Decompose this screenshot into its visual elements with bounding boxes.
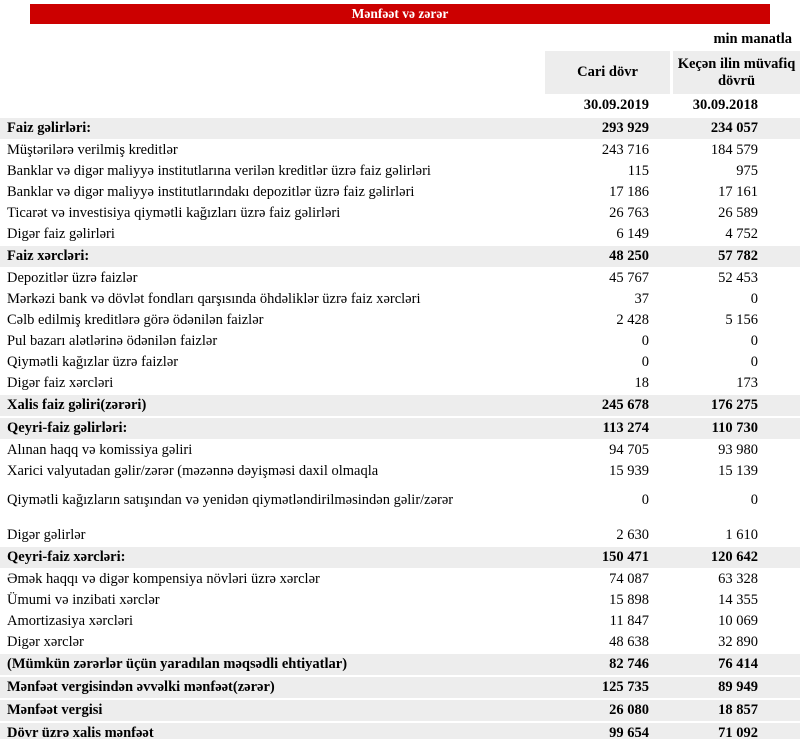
row-label: Müştərilərə verilmiş kreditlər [7,142,178,158]
row-label: Əmək haqqı və digər kompensiya növləri üzrə xərclər [7,571,320,587]
table-row [0,224,800,245]
row-value-previous: 0 [750,291,758,307]
row-value-previous: 120 642 [710,549,758,565]
row-value-current: 2 630 [616,527,649,543]
row-label: Qeyri-faiz gəlirləri: [7,420,128,436]
row-label: Xarici valyutadan gəlir/zərər (məzənnə dəyişməsi daxil olmaqla [7,463,379,479]
statement-title: Mənfəət və zərər [351,6,449,21]
table-row [0,373,800,394]
table-row [0,653,800,676]
row-label: Banklar və digər maliyyə institutlarındakı depozitlər üzrə faiz gəlirləri [7,184,415,200]
pl-table [0,51,800,739]
row-value-current: 99 654 [609,725,649,739]
table-row [0,611,800,632]
row-label: Banklar və digər maliyyə institutlarına verilən kreditlər üzrə faiz gəlirləri [7,163,431,179]
table-row [0,161,800,182]
row-value-previous: 76 414 [718,656,758,672]
table-row [0,417,800,440]
row-value-current: 48 250 [609,248,649,264]
row-label: Qeyri-faiz xərcləri: [7,549,126,565]
row-label: Digər faiz xərcləri [7,375,114,391]
row-label: Digər faiz gəlirləri [7,226,115,242]
row-label: Dövr üzrə xalis mənfəət [7,725,154,739]
row-value-current: 245 678 [601,397,649,413]
table-body [0,117,800,739]
table-row [0,117,800,140]
row-value-current: 113 274 [602,420,649,436]
row-value-previous: 4 752 [725,226,758,242]
table-row [0,461,800,482]
column-header-current: Cari dövr [545,51,673,94]
row-value-current: 0 [641,333,649,349]
row-value-previous: 14 355 [718,592,758,608]
row-value-previous: 173 [736,375,758,391]
row-value-previous: 32 890 [718,634,758,650]
table-row [0,632,800,653]
row-value-current: 17 186 [609,184,649,200]
row-value-current: 94 705 [609,442,649,458]
table-row [0,676,800,699]
row-value-current: 2 428 [616,312,649,328]
row-value-current: 243 716 [601,142,649,158]
row-value-previous: 89 949 [718,679,758,695]
row-value-current: 150 471 [601,549,649,565]
table-row [0,268,800,289]
row-value-current: 45 767 [609,270,649,286]
row-label: Ticarət və investisiya qiymətli kağızları üzrə faiz gəlirləri [7,205,341,221]
row-value-current: 0 [641,354,649,370]
table-row [0,289,800,310]
row-label: Faiz gəlirləri: [7,120,92,136]
table-header-row [0,51,800,94]
row-label: Ümumi və inzibati xərclər [7,592,160,608]
row-label: Depozitlər üzrə faizlər [7,270,138,286]
row-value-previous: 234 057 [710,120,758,136]
row-label: (Mümkün zərərlər üçün yaradılan məqsədli ehtiyatlar) [7,656,348,672]
row-value-previous: 57 782 [718,248,758,264]
column-date-current: 30.09.2019 [583,97,649,113]
date-spacer [0,94,545,117]
row-value-previous: 63 328 [718,571,758,587]
row-value-previous: 71 092 [718,725,758,739]
row-label: Mərkəzi bank və dövlət fondları qarşısında öhdəliklər üzrə faiz xərcləri [7,291,421,307]
row-value-current: 26 763 [609,205,649,221]
row-value-previous: 10 069 [718,613,758,629]
table-row [0,331,800,352]
row-value-previous: 110 730 [711,420,758,436]
table-row [0,245,800,268]
table-row [0,525,800,546]
table-row [0,722,800,739]
row-value-previous: 184 579 [710,142,758,158]
row-label: Digər xərclər [7,634,84,650]
row-value-previous: 15 139 [718,463,758,479]
row-value-current: 115 [627,163,649,179]
table-row [0,482,800,525]
row-value-current: 82 746 [609,656,649,672]
table-row [0,182,800,203]
statement-title-bar [30,4,770,24]
row-value-current: 15 898 [609,592,649,608]
row-value-current: 18 [634,375,649,391]
row-value-current: 37 [634,291,649,307]
table-row [0,394,800,417]
row-label: Xalis faiz gəliri(zərəri) [7,397,147,413]
row-value-previous: 0 [750,492,758,508]
row-value-current: 15 939 [609,463,649,479]
row-value-current: 125 735 [601,679,649,695]
unit-note: min manatla [713,31,792,47]
row-value-previous: 26 589 [718,205,758,221]
table-date-row [0,94,800,117]
row-label: Alınan haqq və komissiya gəliri [7,442,193,458]
row-label: Amortizasiya xərcləri [7,613,134,629]
table-row [0,546,800,569]
header-spacer [0,51,545,94]
column-date-previous: 30.09.2018 [692,97,758,113]
table-row [0,699,800,722]
row-label: Qiymətli kağızlar üzrə faizlər [7,354,179,370]
row-label: Qiymətli kağızların satışından və yenidən qiymətləndirilməsindən gəlir/zərər [7,492,454,508]
table-row [0,569,800,590]
row-label: Mənfəət vergisi [7,702,103,718]
row-value-previous: 52 453 [718,270,758,286]
table-row [0,140,800,161]
row-label: Mənfəət vergisindən əvvəlki mənfəət(zərər) [7,679,275,695]
table-row [0,440,800,461]
row-value-previous: 1 610 [725,527,758,543]
row-value-current: 74 087 [609,571,649,587]
row-value-previous: 18 857 [718,702,758,718]
row-label: Digər gəlirlər [7,527,86,543]
row-value-previous: 0 [750,333,758,349]
row-value-previous: 5 156 [725,312,758,328]
row-value-previous: 93 980 [718,442,758,458]
row-value-current: 293 929 [601,120,649,136]
row-value-previous: 975 [736,163,758,179]
table-row [0,352,800,373]
row-value-previous: 0 [750,354,758,370]
table-row [0,203,800,224]
table-row [0,310,800,331]
column-header-previous: Keçən ilin müvafiq dövrü [673,51,800,94]
row-value-previous: 176 275 [710,397,758,413]
row-value-current: 26 080 [609,702,649,718]
row-label: Pul bazarı alətlərinə ödənilən faizlər [7,333,218,349]
row-value-current: 0 [641,492,649,508]
table-row [0,590,800,611]
row-value-previous: 17 161 [718,184,758,200]
row-value-current: 48 638 [609,634,649,650]
row-label: Faiz xərcləri: [7,248,90,264]
row-value-current: 11 847 [609,613,649,629]
row-label: Cəlb edilmiş kreditlərə görə ödənilən faizlər [7,312,264,328]
row-value-current: 6 149 [616,226,649,242]
